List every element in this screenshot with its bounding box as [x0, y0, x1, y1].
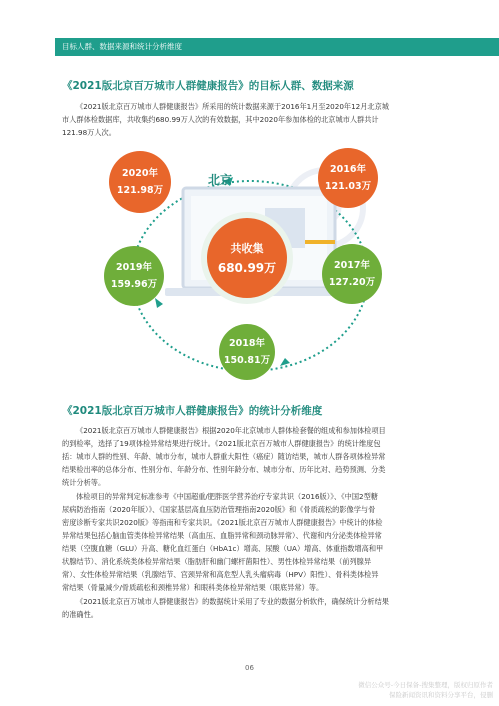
- section2-title: 《2021版北京百万城市人群健康报告》的统计分析维度: [62, 405, 323, 417]
- year-label: 2018年: [229, 338, 265, 349]
- section1-paragraph: [62, 100, 442, 139]
- watermark-line: 保险新闻资讯和资料分享平台，侵删: [389, 691, 493, 699]
- year-value: 121.98万: [116, 185, 164, 196]
- section2-line: 统计分析等。: [62, 478, 106, 487]
- data-source-diagram: [95, 148, 405, 380]
- year-bubble-2017: [322, 244, 382, 304]
- section1-line: 《2021版北京百万城市人群健康报告》所采用的统计数据来源于2016年1月至2020年12月北京城: [76, 102, 389, 111]
- section2-paragraph-2: [62, 490, 442, 594]
- section2-line: 常）、女性体检异常结果（乳腺结节、宫颈异常和高危型人乳头瘤病毒（HPV）阳性）、骨科类体检异: [62, 570, 379, 579]
- year-label: 2016年: [330, 164, 366, 175]
- section2-line: 常结果（骨量减少/骨质疏松和颈椎异常）和眼科类体检异常结果（眼底异常）等。: [62, 583, 324, 592]
- arrow-icon: [280, 358, 290, 366]
- section2-line: 状腺结节）、消化系统类体检异常结果（脂肪肝和幽门螺杆菌阳性）、男性体检异常结果（前列腺异: [62, 557, 372, 566]
- year-value: 159.96万: [110, 279, 158, 290]
- year-label: 2019年: [116, 262, 152, 273]
- year-label: 2017年: [334, 260, 370, 271]
- section2-line: 的到检率，选择了19项体检异常结果进行统计。《2021版北京百万城市人群健康报告》的统计维度包: [62, 439, 381, 448]
- year-value: 150.81万: [223, 355, 271, 366]
- page-number: 06: [245, 664, 254, 672]
- section2-line: 尿病防治指南（2020年版）》、《国家基层高血压防治管理指南2020版》和《骨质疏松的影像学与骨: [62, 505, 376, 514]
- section2-line: 结果（空腹血糖（GLU）升高、糖化血红蛋白（HbA1c）增高、尿酸（UA）增高、体重指数增高和甲: [62, 544, 384, 553]
- center-label: 共收集: [230, 242, 264, 255]
- watermark-line: 微信公众号-今日保备-搜集整理，版权归原作者: [358, 681, 493, 689]
- section1-line: 市人群体检数据库，共收集约680.99万人次的有效数据，其中2020年参加体检的北京城市人群共计: [62, 115, 379, 124]
- section2-line: 《2021版北京百万城市人群健康报告》的数据统计采用了专业的数据分析软件，确保统计分析结果: [76, 597, 389, 606]
- arrow-icon: [155, 298, 163, 308]
- city-label: 北京: [207, 173, 233, 187]
- section2-line: 括：城市人群的性别、年龄、城市分布，城市人群重大阳性（癌症）随访结果，城市人群各项体检异常: [62, 452, 386, 461]
- section2-line: 的准确性。: [62, 610, 98, 619]
- watermark: [333, 680, 493, 700]
- year-bubble-2018: [219, 324, 275, 380]
- year-bubble-2016: [318, 148, 378, 208]
- year-bubble-2019: [104, 246, 164, 306]
- section1-title: 《2021版北京百万城市人群健康报告》的目标人群、数据来源: [62, 80, 354, 92]
- section2-paragraph-1: [62, 424, 442, 489]
- section2-paragraph-3: [62, 595, 442, 621]
- header-bar: [55, 38, 499, 56]
- section2-line: 《2021版北京百万城市人群健康报告》根据2020年北京城市人群体检套餐的组成和参加体检项目: [76, 426, 386, 435]
- year-bubble-2020: [109, 151, 171, 213]
- center-total-circle: [201, 212, 293, 304]
- section2-line: 密度诊断专家共识2020版》等指南和专家共识。《2021版北京百万城市人群健康报告》中统计的体检: [62, 518, 383, 527]
- year-label: 2020年: [122, 168, 158, 179]
- section2-line: 结果检出率的总体分布、性别分布、年龄分布、性别年龄分布、城市分布、历年比对、趋势预测、分类: [62, 465, 386, 474]
- section2-line: 体检项目的异常判定标准参考《中国超重/肥胖医学营养治疗专家共识（2016版）》、《中国2型糖: [76, 492, 378, 501]
- section2-line: 异常结果包括心脑血管类体检异常结果（高血压、血脂异常和颈动脉异常）、代谢和内分泌类体检异常: [62, 531, 382, 540]
- year-value: 121.03万: [324, 181, 372, 192]
- year-value: 127.20万: [328, 277, 376, 288]
- center-value: 680.99万: [217, 261, 277, 275]
- section1-line: 121.98万人次。: [62, 128, 116, 137]
- header-title: 目标人群、数据来源和统计分析维度: [62, 42, 182, 51]
